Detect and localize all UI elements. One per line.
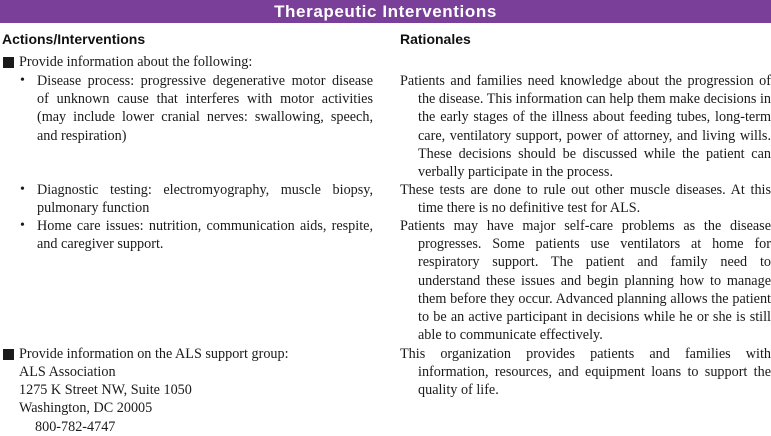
- address-line-phone: 800-782-4747: [35, 419, 116, 435]
- intervention-item-disease: Disease process: progressive degenerative motor disease of unknown cause that interferes with motor activities (may include lower cranial nerves: swallowing, speech, and respiration): [37, 73, 373, 144]
- address-line-city: Washington, DC 20005: [19, 400, 153, 416]
- square-bullet-icon: [3, 349, 14, 360]
- rationale-disease: Patients and families need knowledge about the progression of the disease. This information can help them make decisions in the early stages of the illness about feeding tubes, long-term care, ventilatory support, power of attorney, and living wills. These decisions should be discussed while the patient can verbally participate in the process.: [400, 73, 771, 181]
- group-label-information: Provide information about the following:: [19, 54, 253, 70]
- section-title: Therapeutic Interventions: [0, 0, 771, 23]
- dot-bullet-icon: •: [20, 218, 25, 233]
- intervention-item-home-care: Home care issues: nutrition, communication aids, respite, and caregiver support.: [37, 218, 373, 253]
- rationale-home-care: Patients may have major self-care problems as the disease progresses. Some patients use ventilators at home for respiratory support. The patient and family need to understand these issues and begin planning how to manage them before they occur. Advanced planning allows the patient to be an active participant in decisions while he or she is still able to communicate effectively.: [400, 218, 771, 344]
- dot-bullet-icon: •: [20, 182, 25, 197]
- group-label-support: Provide information on the ALS support group:: [19, 346, 289, 362]
- column-header-actions: Actions/Interventions: [2, 31, 146, 47]
- rationale-support-group: This organization provides patients and families with information, resources, and equipment loans to support the quality of life.: [400, 346, 771, 399]
- address-line-street: 1275 K Street NW, Suite 1050: [19, 382, 192, 398]
- dot-bullet-icon: •: [20, 73, 25, 88]
- rationale-testing: These tests are done to rule out other muscle diseases. At this time there is no definitive test for ALS.: [400, 182, 771, 217]
- column-header-rationales: Rationales: [400, 31, 471, 47]
- address-line-org: ALS Association: [19, 364, 116, 380]
- intervention-item-testing: Diagnostic testing: electromyography, muscle biopsy, pulmonary function: [37, 182, 373, 217]
- square-bullet-icon: [3, 57, 14, 68]
